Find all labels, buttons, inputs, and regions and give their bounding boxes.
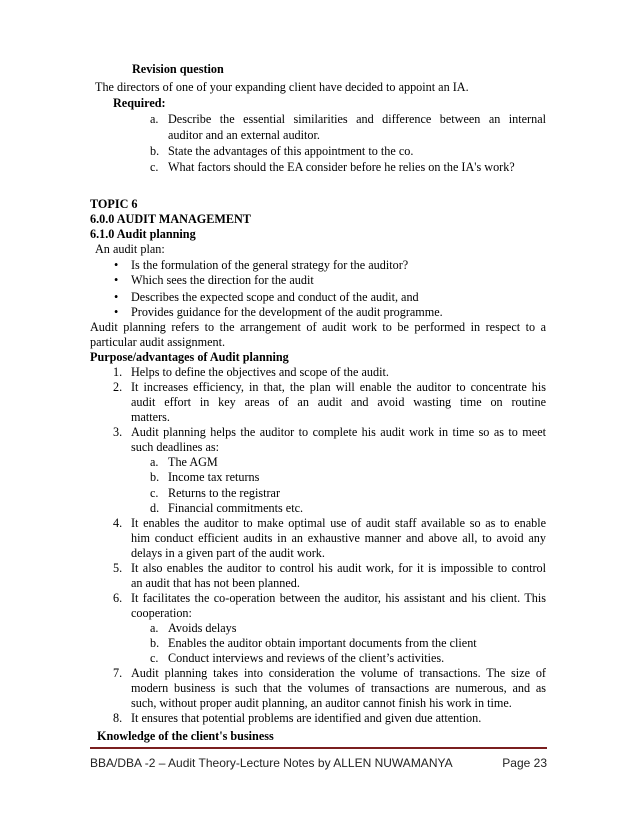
sub-marker: b.	[150, 470, 160, 484]
plan-intro: An audit plan:	[95, 242, 165, 256]
sub-marker: c.	[150, 651, 159, 665]
sub-text: Enables the auditor obtain important documents from the client	[168, 636, 477, 650]
bullet-text: Provides guidance for the development of the audit programme.	[131, 305, 443, 319]
sub-marker: d.	[150, 501, 160, 515]
purpose-line: It enables the auditor to make optimal use of audit staff available so as to enable	[131, 516, 546, 530]
purpose-number: 3.	[113, 425, 123, 439]
purpose-number: 5.	[113, 561, 123, 575]
purpose-line: audit effort in key areas of an audit and avoid wasting time on routine	[131, 395, 546, 409]
purpose-number: 4.	[113, 516, 123, 530]
purpose-line: It also enables the auditor to control his audit work, for it is impossible to control	[131, 561, 546, 575]
purpose-line: him conduct efficient audits in an exhaustive manner and above all, to avoid any	[131, 531, 546, 545]
revision-item-marker: a.	[150, 112, 159, 126]
required-label: Required:	[113, 96, 166, 110]
page-number: Page 23	[502, 756, 547, 770]
revision-item-line: auditor and an external auditor.	[168, 128, 320, 142]
sub-marker: b.	[150, 636, 160, 650]
bullet-dot: •	[114, 258, 119, 272]
revision-intro: The directors of one of your expanding client have decided to appoint an IA.	[95, 80, 469, 94]
purpose-line: Helps to define the objectives and scope of the audit.	[131, 365, 389, 379]
revision-item-line: What factors should the EA consider before he relies on the IA's work?	[168, 160, 515, 174]
sub-text: Financial commitments etc.	[168, 501, 304, 515]
purpose-line: cooperation:	[131, 606, 192, 620]
sub-text: Income tax returns	[168, 470, 260, 484]
bullet-text: Describes the expected scope and conduct of the audit, and	[131, 290, 419, 304]
revision-item-marker: c.	[150, 160, 159, 174]
revision-item-line: State the advantages of this appointment to the co.	[168, 144, 414, 158]
purpose-heading: Purpose/advantages of Audit planning	[90, 350, 289, 364]
footer-rule	[90, 747, 547, 749]
bullet-dot: •	[114, 305, 119, 319]
sub-marker: c.	[150, 486, 159, 500]
sub-text: The AGM	[168, 455, 218, 469]
section-title: 6.0.0 AUDIT MANAGEMENT	[90, 212, 251, 226]
purpose-line: an audit that has not been planned.	[131, 576, 300, 590]
purpose-line: Audit planning takes into consideration the volume of transactions. The size of	[131, 666, 546, 680]
purpose-number: 8.	[113, 711, 123, 725]
revision-item-line: Describe the essential similarities and difference between an internal	[168, 112, 546, 126]
purpose-number: 7.	[113, 666, 123, 680]
purpose-line: such deadlines as:	[131, 440, 219, 454]
purpose-line: It facilitates the co-operation between the auditor, his assistant and his client. This	[131, 591, 546, 605]
purpose-line: It ensures that potential problems are identified and given due attention.	[131, 711, 482, 725]
definition-line: particular audit assignment.	[90, 335, 226, 349]
topic-number: TOPIC 6	[90, 197, 138, 211]
sub-text: Avoids delays	[168, 621, 237, 635]
knowledge-heading: Knowledge of the client's business	[97, 729, 274, 743]
sub-text: Returns to the registrar	[168, 486, 281, 500]
purpose-line: such, without proper audit planning, an auditor cannot finish his work in time.	[131, 696, 512, 710]
bullet-text: Which sees the direction for the audit	[131, 273, 314, 287]
bullet-text: Is the formulation of the general strategy for the auditor?	[131, 258, 409, 272]
sub-marker: a.	[150, 621, 159, 635]
purpose-line: It increases efficiency, in that, the plan will enable the auditor to concentrate his	[131, 380, 546, 394]
revision-item-marker: b.	[150, 144, 160, 158]
purpose-line: matters.	[131, 410, 170, 424]
sub-marker: a.	[150, 455, 159, 469]
bullet-dot: •	[114, 290, 119, 304]
purpose-line: Audit planning helps the auditor to complete his audit work in time so as to meet	[131, 425, 546, 439]
purpose-line: delays in a given part of the audit work.	[131, 546, 325, 560]
purpose-number: 2.	[113, 380, 123, 394]
bullet-dot: •	[114, 273, 119, 287]
purpose-line: modern business is such that the volumes of transactions are numerous, and as	[131, 681, 546, 695]
subsection-title: 6.1.0 Audit planning	[90, 227, 196, 241]
page-footer	[90, 756, 547, 771]
purpose-number: 6.	[113, 591, 123, 605]
definition-line: Audit planning refers to the arrangement of audit work to be performed in respect to a	[90, 320, 546, 334]
footer-course-title: BBA/DBA -2 – Audit Theory-Lecture Notes by ALLEN NUWAMANYA	[90, 756, 453, 770]
purpose-number: 1.	[113, 365, 123, 379]
sub-text: Conduct interviews and reviews of the client’s activities.	[168, 651, 445, 665]
revision-heading: Revision question	[132, 62, 224, 76]
